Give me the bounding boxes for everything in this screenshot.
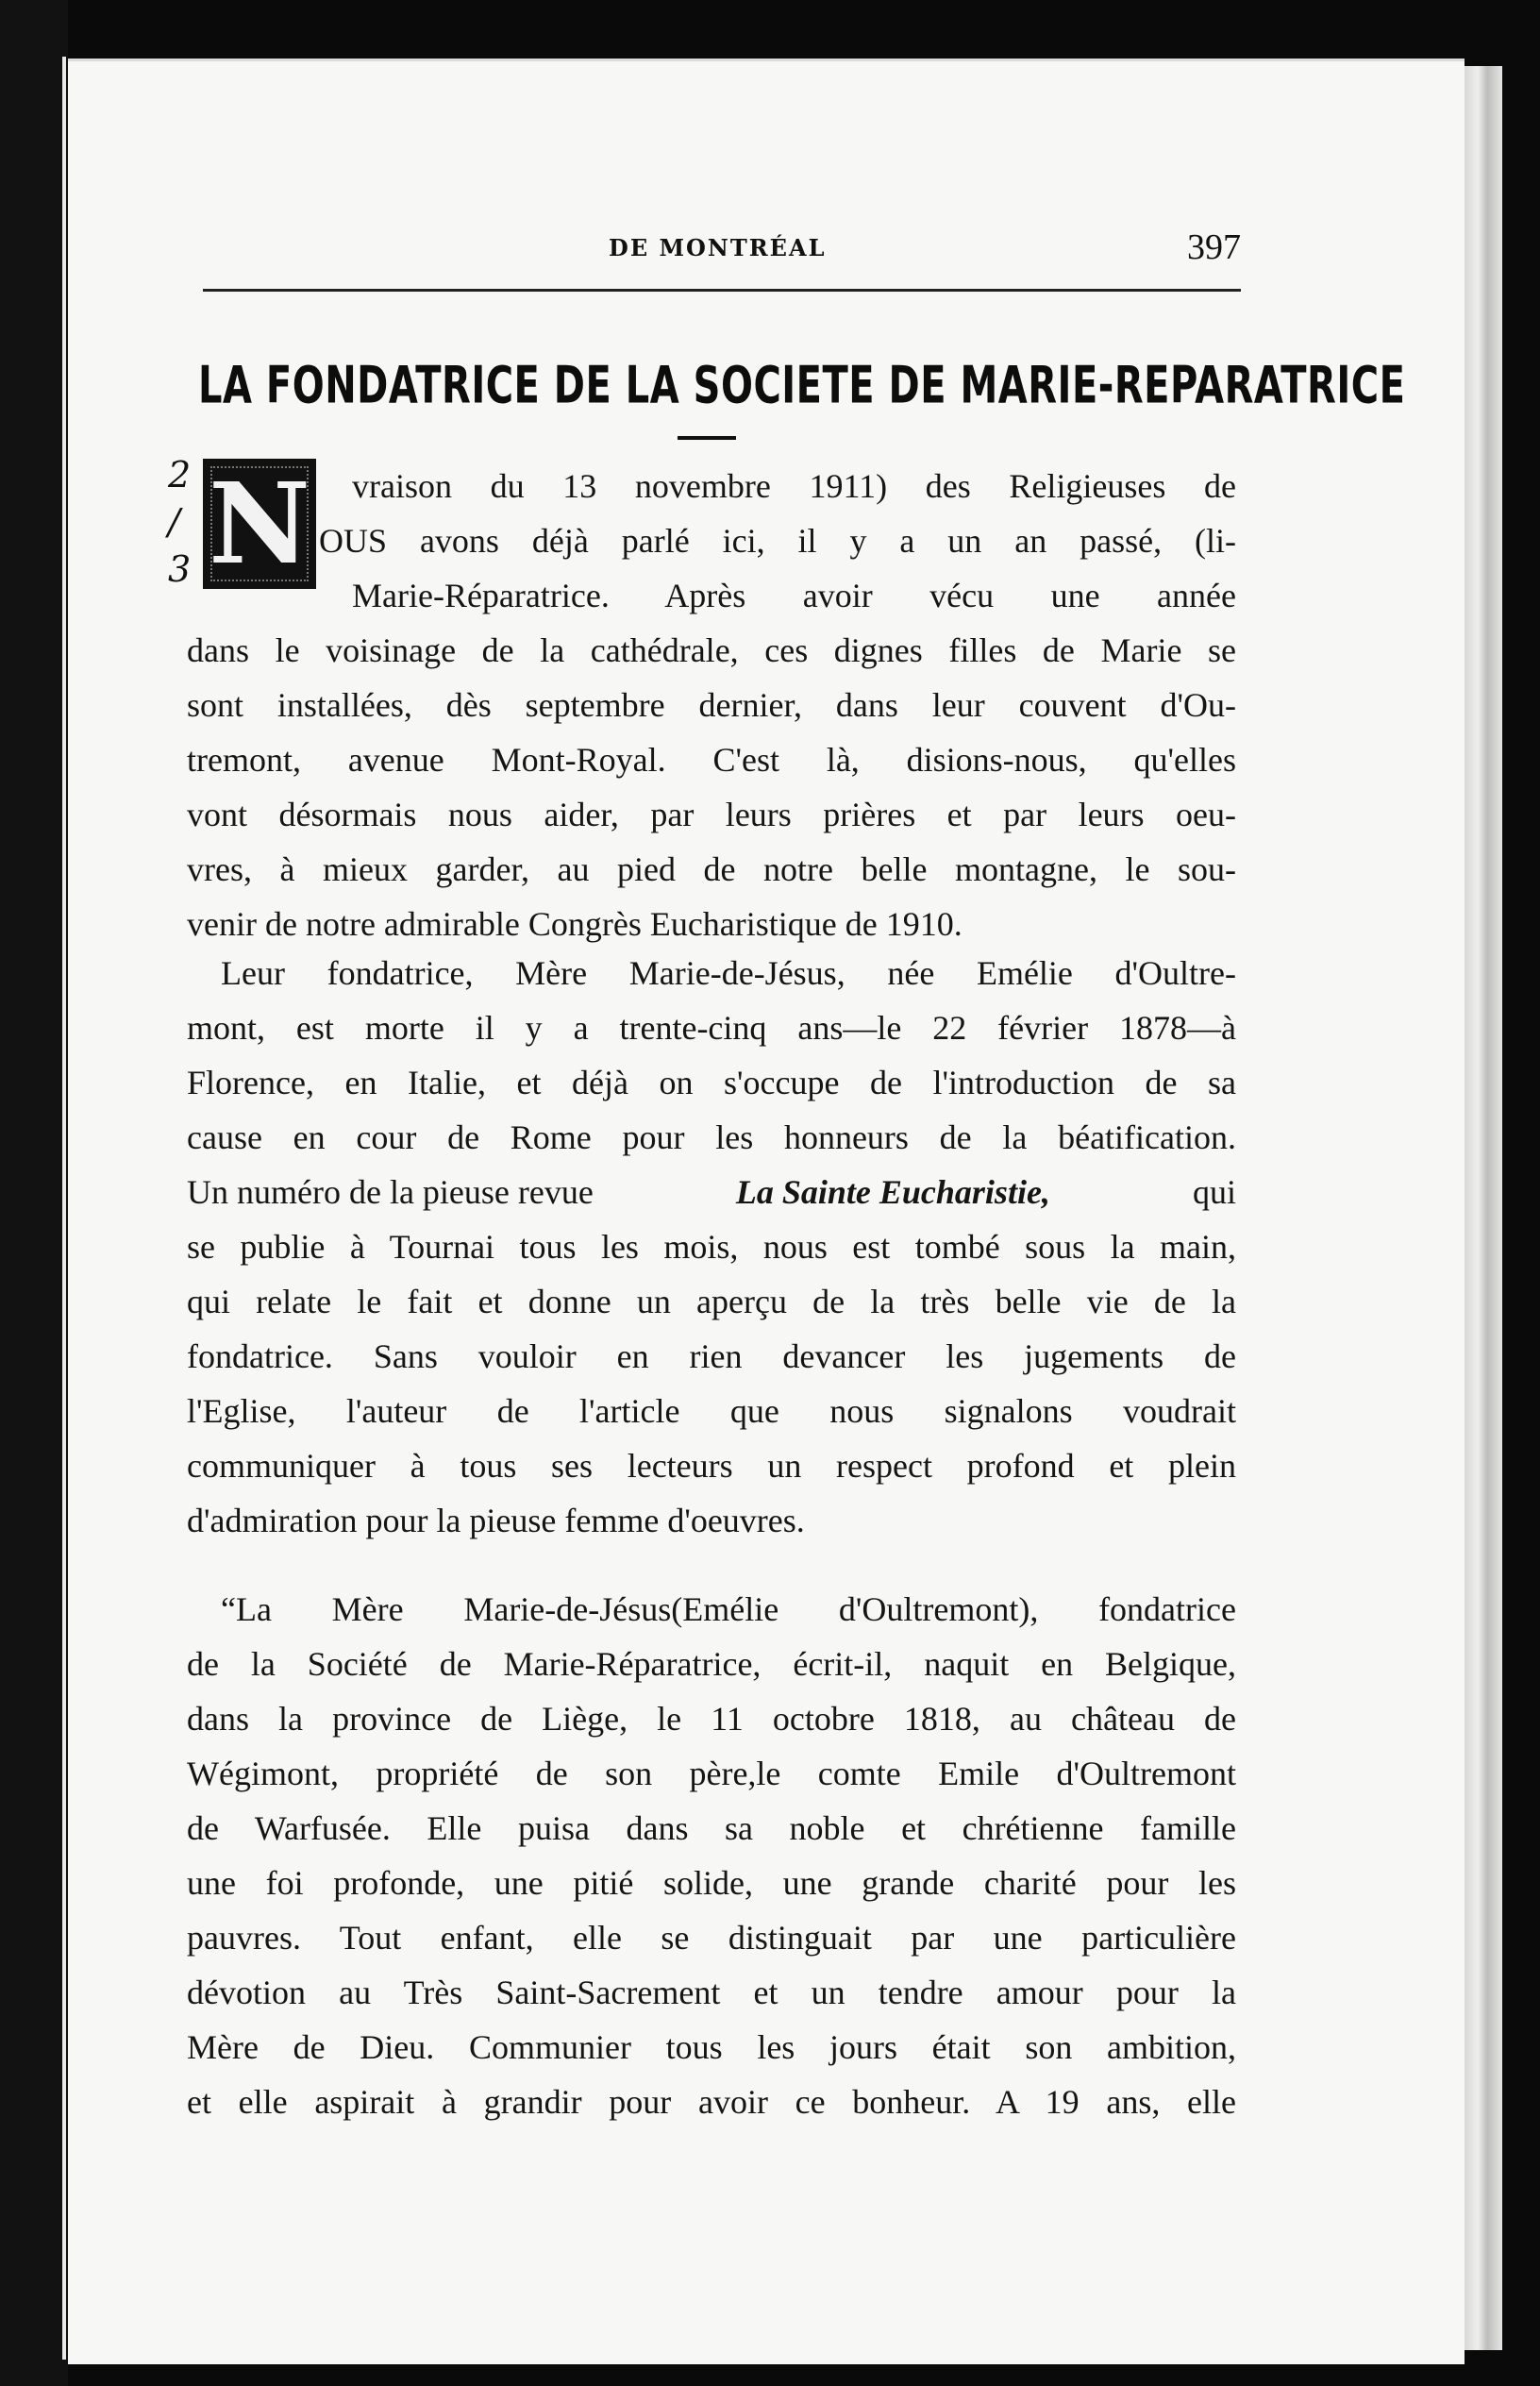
- text-line: de Warfusée. Elle puisa dans sa noble et chrétienne famille: [187, 1809, 1236, 1847]
- text-line: Leur fondatrice, Mère Marie-de-Jésus, née Emélie d'Oultre-: [221, 954, 1236, 992]
- page-number: 397: [1187, 227, 1241, 267]
- text-line: OUS avons déjà parlé ici, il y a un an passé, (li-: [319, 522, 1236, 560]
- text-line: dans le voisinage de la cathédrale, ces dignes filles de Marie se: [187, 631, 1236, 669]
- title-rule: [678, 436, 736, 440]
- text-line: Mère de Dieu. Communier tous les jours était son ambition,: [187, 2028, 1236, 2066]
- text-line: dévotion au Très Saint-Sacrement et un tendre amour pour la: [187, 1974, 1236, 2011]
- text-line: tremont, avenue Mont-Royal. C'est là, disions-nous, qu'elles: [187, 741, 1236, 779]
- text-line: sont installées, dès septembre dernier, dans leur couvent d'Ou-: [187, 686, 1236, 724]
- margin-note: 3: [168, 548, 192, 590]
- page-header: [203, 217, 1241, 274]
- text-line: vraison du 13 novembre 1911) des Religieuses de: [352, 467, 1236, 505]
- article-title: LA FONDATRICE DE LA SOCIETE DE MARIE-REPARATRICE: [198, 357, 1406, 416]
- running-head: DE MONTRÉAL: [609, 234, 827, 261]
- scan-left-border: [0, 0, 68, 2386]
- text-line: vres, à mieux garder, au pied de notre belle montagne, le sou-: [187, 850, 1236, 888]
- ornamental-dropcap: [203, 459, 316, 589]
- margin-note: /: [168, 501, 180, 543]
- page-edge-stack: [1465, 66, 1502, 2350]
- text-line: Florence, en Italie, et déjà on s'occupe de l'introduction de sa: [187, 1064, 1236, 1101]
- text-line: qui relate le fait et donne un aperçu de la très belle vie de la: [187, 1283, 1236, 1320]
- text-span: qui: [1192, 1173, 1236, 1211]
- text-line: Wégimont, propriété de son père,le comte Emile d'Oultremont: [187, 1755, 1236, 1792]
- text-span: Un numéro de la pieuse revue: [187, 1173, 594, 1211]
- text-line: dans la province de Liège, le 11 octobre 1818, au château de: [187, 1700, 1236, 1738]
- text-line: d'admiration pour la pieuse femme d'oeuvres.: [187, 1502, 805, 1539]
- text-line: “La Mère Marie-de-Jésus(Emélie d'Oultremont), fondatrice: [221, 1590, 1236, 1628]
- text-line: vont désormais nous aider, par leurs prières et par leurs oeu-: [187, 796, 1236, 833]
- text-line: se publie à Tournai tous les mois, nous est tombé sous la main,: [187, 1228, 1236, 1266]
- text-line: venir de notre admirable Congrès Eucharistique de 1910.: [187, 905, 962, 943]
- text-line: fondatrice. Sans vouloir en rien devancer les jugements de: [187, 1337, 1236, 1375]
- text-line: communiquer à tous ses lecteurs un respect profond et plein: [187, 1447, 1236, 1485]
- text-line-with-italic: [187, 1165, 1236, 1219]
- text-line: cause en cour de Rome pour les honneurs de la béatification.: [187, 1118, 1236, 1156]
- text-line: et elle aspirait à grandir pour avoir ce bonheur. A 19 ans, elle: [187, 2083, 1236, 2121]
- text-line: mont, est morte il y a trente-cinq ans—le 22 février 1878—à: [187, 1009, 1236, 1047]
- text-line: l'Eglise, l'auteur de l'article que nous signalons voudrait: [187, 1392, 1236, 1430]
- handwritten-margin-notes: [168, 451, 206, 612]
- margin-note: 2: [168, 454, 192, 496]
- text-line: pauvres. Tout enfant, elle se distinguait par une particulière: [187, 1919, 1236, 1957]
- text-line: une foi profonde, une pitié solide, une grande charité pour les: [187, 1864, 1236, 1902]
- journal-title: La Sainte Eucharistie,: [735, 1173, 1050, 1211]
- text-line: Marie-Réparatrice. Après avoir vécu une année: [352, 577, 1236, 614]
- scan-edge-rule: [62, 57, 66, 2360]
- header-rule: [203, 289, 1241, 292]
- dropcap-letter: N: [209, 459, 310, 589]
- text-line: de la Société de Marie-Réparatrice, écrit-il, naquit en Belgique,: [187, 1645, 1236, 1683]
